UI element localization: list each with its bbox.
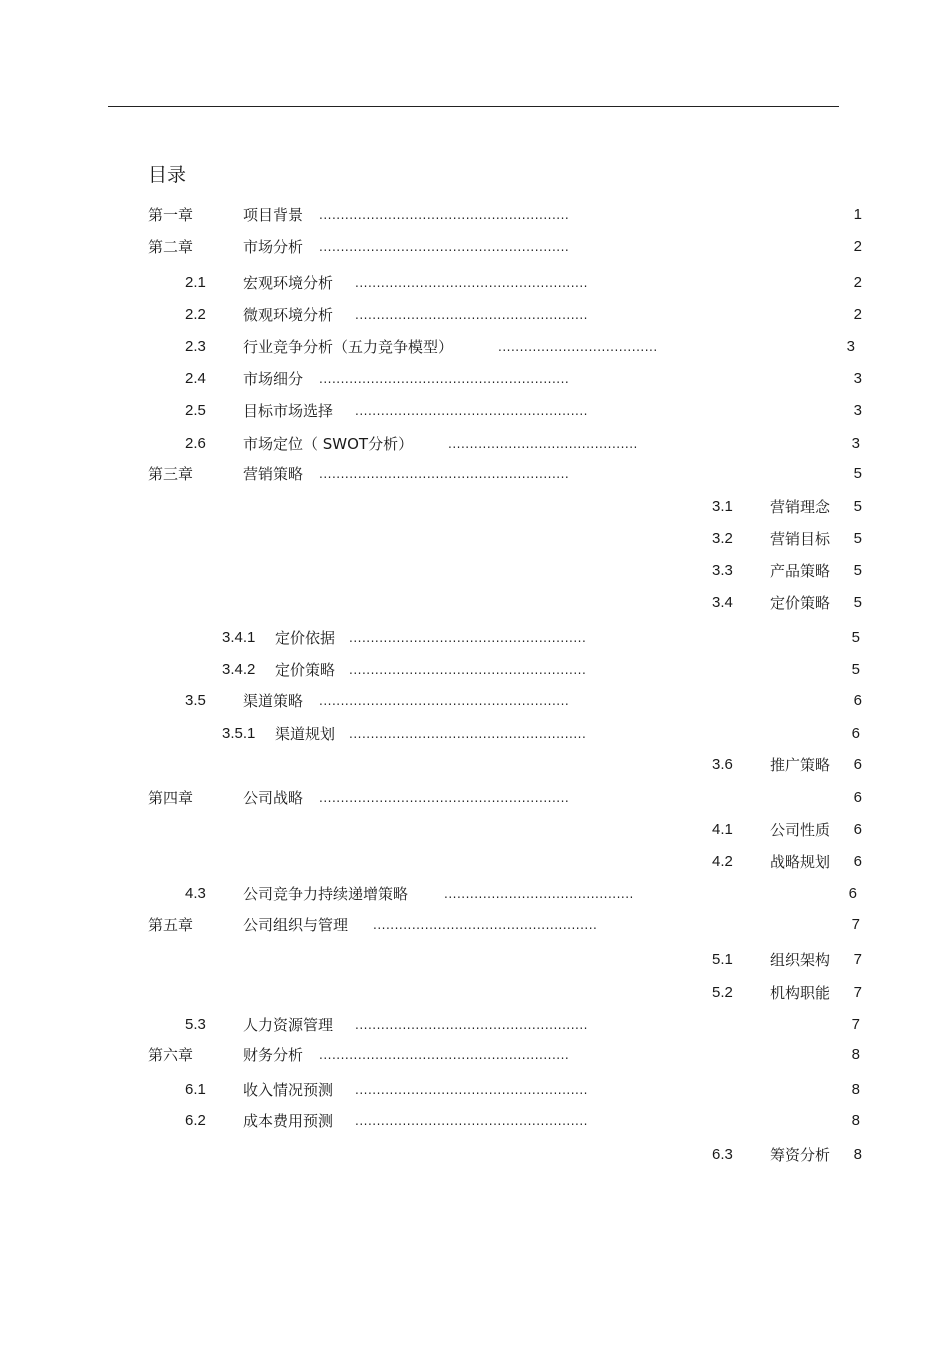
toc-entry-number: 2.5 xyxy=(185,402,206,419)
toc-entry[interactable] xyxy=(0,913,950,937)
toc-entry-title: 微观环境分析 xyxy=(243,306,334,324)
toc-entry-title: 推广策略 xyxy=(770,756,831,774)
toc-entry[interactable] xyxy=(0,462,950,486)
toc-entry-title: 公司战略 xyxy=(243,789,304,807)
toc-entry-page: 5 xyxy=(853,498,862,515)
toc-entry-title: 宏观环境分析 xyxy=(243,274,334,292)
toc-entry[interactable] xyxy=(0,432,950,456)
toc-entry[interactable] xyxy=(0,591,950,615)
toc-entry-page: 7 xyxy=(853,984,862,1001)
toc-entry[interactable] xyxy=(0,367,950,391)
toc-entry[interactable] xyxy=(0,271,950,295)
toc-entry[interactable] xyxy=(0,1013,950,1037)
toc-entry[interactable] xyxy=(0,235,950,259)
toc-entry-leader: ....................................................... xyxy=(349,727,587,741)
toc-entry-title: 公司性质 xyxy=(770,821,831,839)
toc-entry-page: 5 xyxy=(853,594,862,611)
toc-entry-page: 2 xyxy=(853,306,862,323)
toc-entry-page: 2 xyxy=(853,238,862,255)
toc-entry-number: 4.2 xyxy=(712,853,733,870)
toc-entry-title: 市场细分 xyxy=(243,370,304,388)
toc-entry-title: 公司组织与管理 xyxy=(243,916,349,934)
toc-entry-leader: .......................................................... xyxy=(319,208,570,222)
toc-entry-page: 6 xyxy=(853,692,862,709)
toc-entry-leader: ..................................... xyxy=(498,340,658,354)
toc-entry-page: 7 xyxy=(851,1016,860,1033)
toc-entry-leader: ....................................................... xyxy=(349,631,587,645)
toc-entry-number: 3.6 xyxy=(712,756,733,773)
toc-entry[interactable] xyxy=(0,753,950,777)
toc-entry[interactable] xyxy=(0,818,950,842)
toc-entry-leader: ...................................................... xyxy=(355,1114,588,1128)
toc-entry-number: 4.3 xyxy=(185,885,206,902)
toc-entry-title: 产品策略 xyxy=(770,562,831,580)
toc-entry[interactable] xyxy=(0,786,950,810)
toc-entry-page: 8 xyxy=(851,1112,860,1129)
toc-entry-page: 5 xyxy=(853,530,862,547)
toc-entry-number: 2.4 xyxy=(185,370,206,387)
toc-entry[interactable] xyxy=(0,689,950,713)
toc-entry-title: 收入情况预测 xyxy=(243,1081,334,1099)
toc-entry-number: 第五章 xyxy=(148,916,194,934)
toc-entry-page: 6 xyxy=(853,853,862,870)
toc-entry-title: 财务分析 xyxy=(243,1046,304,1064)
toc-entry-number: 3.5 xyxy=(185,692,206,709)
toc-entry[interactable] xyxy=(0,981,950,1005)
toc-entry-leader: ...................................................... xyxy=(355,276,588,290)
toc-entry-title: 项目背景 xyxy=(243,206,304,224)
toc-entry-number: 第四章 xyxy=(148,789,194,807)
toc-entry[interactable] xyxy=(0,303,950,327)
toc-entry-title: 人力资源管理 xyxy=(243,1016,334,1034)
toc-entry-number: 第三章 xyxy=(148,465,194,483)
toc-entry-page: 6 xyxy=(848,885,857,902)
toc-entry[interactable] xyxy=(0,658,950,682)
toc-entry-leader: ...................................................... xyxy=(355,1083,588,1097)
toc-entry-title: 定价策略 xyxy=(275,661,336,679)
toc-title: 目录 xyxy=(148,164,187,186)
toc-entry-title: 机构职能 xyxy=(770,984,831,1002)
toc-entry-number: 2.2 xyxy=(185,306,206,323)
toc-entry-page: 7 xyxy=(853,951,862,968)
toc-entry-number: 第一章 xyxy=(148,206,194,224)
toc-entry[interactable] xyxy=(0,948,950,972)
toc-entry-page: 5 xyxy=(851,629,860,646)
toc-entry-page: 5 xyxy=(851,661,860,678)
toc-entry-leader: .................................................... xyxy=(373,918,598,932)
toc-entry-leader: ...................................................... xyxy=(355,308,588,322)
toc-entry-leader: ...................................................... xyxy=(355,404,588,418)
toc-entry-number: 2.3 xyxy=(185,338,206,355)
toc-entry-page: 6 xyxy=(851,725,860,742)
toc-entry-leader: .......................................................... xyxy=(319,1048,570,1062)
toc-entry-number: 3.4.1 xyxy=(222,629,256,646)
toc-entry-leader: .......................................................... xyxy=(319,694,570,708)
toc-entry-title: 成本费用预测 xyxy=(243,1112,334,1130)
toc-entry-number: 2.1 xyxy=(185,274,206,291)
toc-entry[interactable] xyxy=(0,559,950,583)
toc-entry-leader: ...................................................... xyxy=(355,1018,588,1032)
toc-entry-number: 5.3 xyxy=(185,1016,206,1033)
toc-entry-page: 6 xyxy=(853,789,862,806)
toc-entry-title: 营销理念 xyxy=(770,498,831,516)
toc-entry[interactable] xyxy=(0,203,950,227)
toc-entry-title: 战略规划 xyxy=(770,853,831,871)
toc-entry-title: 行业竞争分析（五力竞争模型） xyxy=(243,338,454,356)
toc-entry-page: 3 xyxy=(846,338,855,355)
toc-entry-leader: .......................................................... xyxy=(319,372,570,386)
toc-entry-title: 渠道策略 xyxy=(243,692,304,710)
toc-entry-page: 3 xyxy=(853,402,862,419)
toc-entry-number: 6.3 xyxy=(712,1146,733,1163)
toc-entry[interactable] xyxy=(0,527,950,551)
toc-entry-page: 2 xyxy=(853,274,862,291)
toc-entry-title: 筹资分析 xyxy=(770,1146,831,1164)
toc-entry-number: 3.4 xyxy=(712,594,733,611)
toc-entry-number: 第二章 xyxy=(148,238,194,256)
toc-entry-title: 目标市场选择 xyxy=(243,402,334,420)
toc-entry[interactable] xyxy=(0,850,950,874)
toc-entry-number: 第六章 xyxy=(148,1046,194,1064)
toc-entry-title: 营销目标 xyxy=(770,530,831,548)
toc-entry-leader: ............................................ xyxy=(448,437,638,451)
toc-entry-title: 定价策略 xyxy=(770,594,831,612)
toc-entry-number: 3.5.1 xyxy=(222,725,256,742)
toc-entry[interactable] xyxy=(0,1078,950,1102)
toc-entry-page: 8 xyxy=(851,1081,860,1098)
toc-entry-title: 组织架构 xyxy=(770,951,831,969)
toc-entry-number: 3.1 xyxy=(712,498,733,515)
toc-entry-leader: .......................................................... xyxy=(319,791,570,805)
toc-entry-title: 公司竞争力持续递增策略 xyxy=(243,885,409,903)
toc-entry-page: 1 xyxy=(853,206,862,223)
toc-entry-page: 8 xyxy=(853,1146,862,1163)
toc-entry[interactable] xyxy=(0,1109,950,1133)
toc-entry-page: 3 xyxy=(853,370,862,387)
toc-entry-title: 营销策略 xyxy=(243,465,304,483)
toc-entry-title: 市场定位（ SWOT分析） xyxy=(243,435,414,453)
toc-entry-number: 2.6 xyxy=(185,435,206,452)
toc-entry-title: 渠道规划 xyxy=(275,725,336,743)
toc-entry-title: 市场分析 xyxy=(243,238,304,256)
toc-entry-page: 3 xyxy=(851,435,860,452)
toc-entry-leader: ....................................................... xyxy=(349,663,587,677)
toc-entry-page: 5 xyxy=(853,465,862,482)
toc-entry-page: 5 xyxy=(853,562,862,579)
toc-entry-number: 3.4.2 xyxy=(222,661,256,678)
toc-entry-number: 4.1 xyxy=(712,821,733,838)
toc-entry-number: 5.2 xyxy=(712,984,733,1001)
toc-entry-page: 8 xyxy=(851,1046,860,1063)
header-rule xyxy=(108,106,839,107)
toc-entry-page: 6 xyxy=(853,821,862,838)
toc-entry[interactable] xyxy=(0,1143,950,1167)
toc-entry-page: 7 xyxy=(851,916,860,933)
toc-entry[interactable] xyxy=(0,626,950,650)
toc-entry-number: 6.2 xyxy=(185,1112,206,1129)
toc-entry-leader: ............................................ xyxy=(444,887,634,901)
toc-entry[interactable] xyxy=(0,722,950,746)
toc-entry[interactable] xyxy=(0,495,950,519)
toc-entry-title: 定价依据 xyxy=(275,629,336,647)
toc-entry[interactable] xyxy=(0,335,950,359)
toc-entry-number: 3.2 xyxy=(712,530,733,547)
toc-entry[interactable] xyxy=(0,882,950,906)
toc-entry-leader: .......................................................... xyxy=(319,467,570,481)
toc-entry-leader: .......................................................... xyxy=(319,240,570,254)
toc-entry-number: 6.1 xyxy=(185,1081,206,1098)
toc-entry-number: 3.3 xyxy=(712,562,733,579)
toc-entry-number: 5.1 xyxy=(712,951,733,968)
toc-entry-page: 6 xyxy=(853,756,862,773)
toc-entry[interactable] xyxy=(0,399,950,423)
toc-entry[interactable] xyxy=(0,1043,950,1067)
